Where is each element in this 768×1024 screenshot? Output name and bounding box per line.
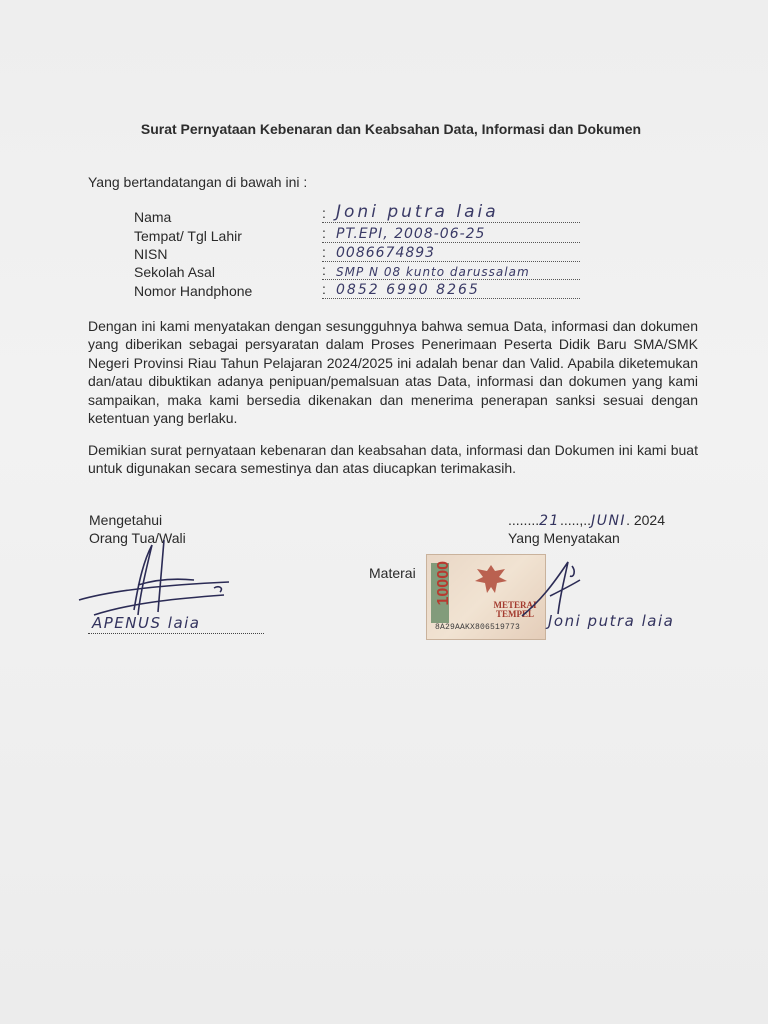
declarant-label: Yang Menyatakan xyxy=(508,530,620,546)
declarant-name: Joni putra laia xyxy=(548,612,675,630)
parent-name: APENUS laia xyxy=(92,614,201,632)
field-value-sekolah-asal: : SMP N 08 kunto darussalam xyxy=(322,261,580,280)
date-dots-2: .....,.. xyxy=(559,512,592,528)
garuda-emblem-icon xyxy=(471,561,511,601)
field-value-nama: : Joni putra laia xyxy=(322,204,580,223)
parent-guardian-label: Orang Tua/Wali xyxy=(89,530,186,546)
field-label-nomor-handphone: Nomor Handphone xyxy=(134,283,253,299)
field-label-nama: Nama xyxy=(134,209,172,225)
mengetahui-label: Mengetahui xyxy=(89,512,163,528)
field-label-nisn: NISN xyxy=(134,246,168,262)
field-value-tempat-tgl-lahir: : PT.EPI, 2008-06-25 xyxy=(322,224,580,243)
intro-text: Yang bertandatangan di bawah ini : xyxy=(88,174,308,190)
field-value-nisn: : 0086674893 xyxy=(322,243,580,262)
stamp-text: METERAI TEMPEL xyxy=(493,600,537,619)
date-line: ........21.....,..JUNI. 2024 xyxy=(508,512,665,529)
date-dots-1: ........ xyxy=(508,512,540,528)
date-dots-3: . xyxy=(626,512,634,528)
parent-signature-icon xyxy=(74,540,244,620)
field-label-sekolah-asal: Sekolah Asal xyxy=(134,264,215,280)
stamp-serial: 8A29AAKX806519773 xyxy=(435,623,521,632)
stamp-value: 10000 xyxy=(435,561,452,606)
closing-paragraph: Demikian surat pernyataan kebenaran dan keabsahan data, informasi dan Dokumen ini kami buat untuk digunakan secara semestinya dan atas diucapkan terimakasih. xyxy=(88,442,698,477)
field-label-tempat-tgl-lahir: Tempat/ Tgl Lahir xyxy=(134,228,242,244)
materai-label: Materai xyxy=(369,565,416,581)
parent-name-underline xyxy=(88,633,264,634)
field-value-nomor-handphone: : 0852 6990 8265 xyxy=(322,280,580,299)
statement-paragraph: Dengan ini kami menyatakan dengan sesungguhnya bahwa semua Data, informasi dan dokumen yang diberikan sebagai persyaratan dalam Proses Penerimaan Peserta Didik Baru SMA/SMK Negeri Provinsi Riau Tahun Pelajaran 2024/2025 ini adalah benar dan Valid. Apabila diketemukan dan/atau dibuktikan adanya penipuan/pemalsuan atas Data, informasi dan dokumen yang kami sampaikan, maka kami bersedia dikenakan dan menerima penerapan sanksi sesuai dengan ketentuan yang berlaku. xyxy=(88,318,698,427)
document-title: Surat Pernyataan Kebenaran dan Keabsahan Data, Informasi dan Dokumen xyxy=(140,121,642,137)
